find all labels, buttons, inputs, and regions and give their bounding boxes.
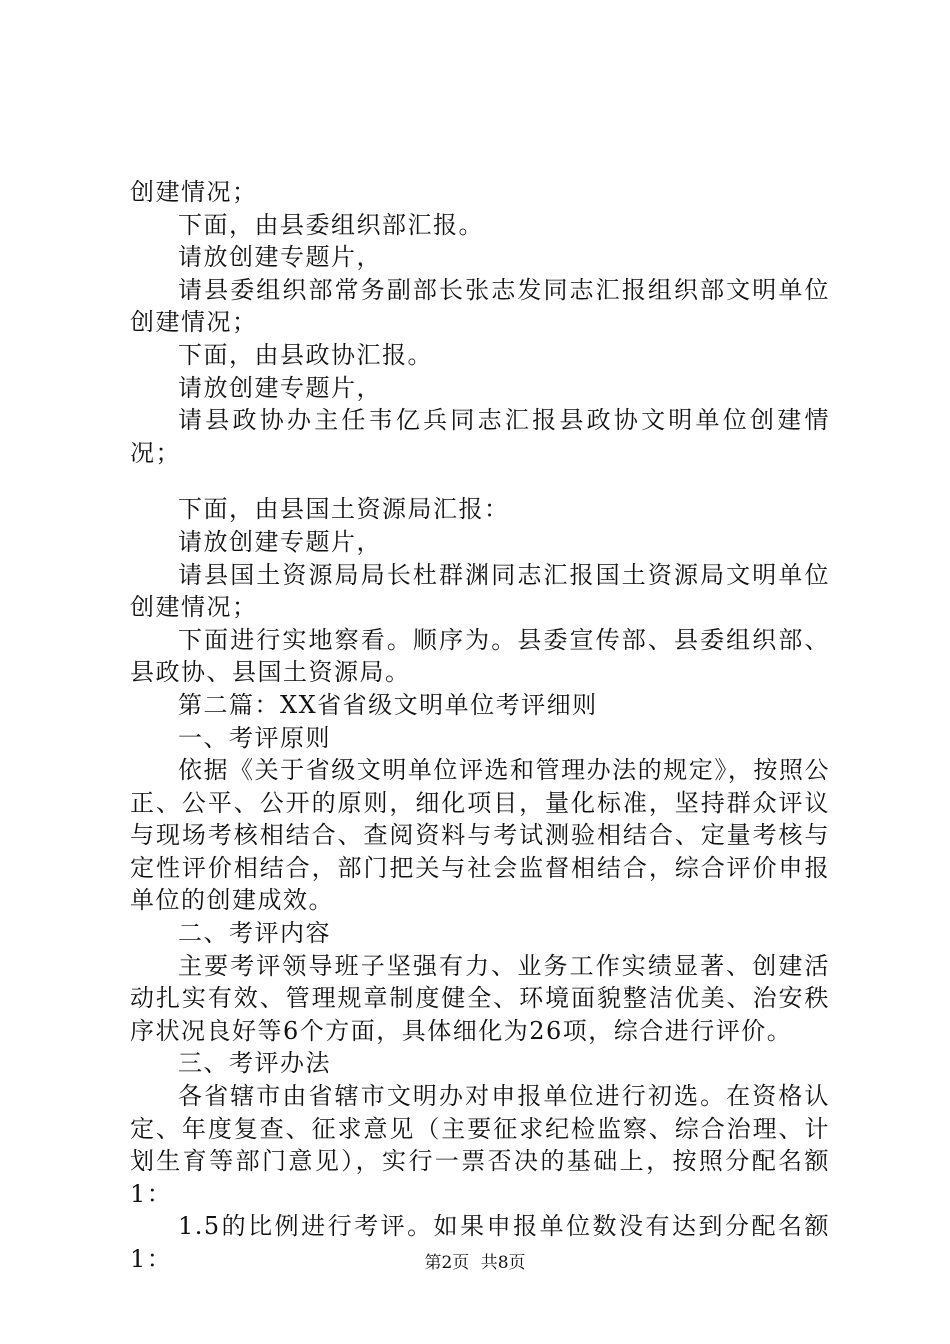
paragraph-13: 依据《关于省级文明单位评选和管理办法的规定》，按照公正、公平、公开的原则，细化项目，量化标准，坚持群众评议与现场考核相结合、查阅资料与考试测验相结合、定量考核与定性评价相结合，部门把关与社会监督相结合，综合评价申报单位的创建成效。	[130, 756, 830, 915]
paragraph-8: 请放创建专题片，	[178, 527, 382, 556]
page-total: 共8页	[480, 1253, 526, 1273]
section-heading-part-two: 第二篇：XX省省级文明单位考评细则	[178, 690, 598, 719]
paragraph-3: 请县委组织部常务副部长张志发同志汇报组织部文明单位创建情况；	[130, 275, 830, 337]
paragraph-15: 主要考评领导班子坚强有力、业务工作实绩显著、创建活动扎实有效、管理规章制度健全、环境面貌整洁优美、治安秩序状况良好等6个方面，具体细化为26项，综合进行评价。	[130, 951, 830, 1045]
paragraph-4: 下面，由县政协汇报。	[178, 340, 433, 369]
document-body	[130, 176, 830, 1276]
page-number: 第2页	[424, 1253, 470, 1273]
paragraph-0: 创建情况；	[130, 178, 258, 206]
paragraph-18: 1.5的比例进行考评。如果申报单位数没有达到分配名额1：	[130, 1212, 830, 1273]
section-heading-methods: 三、考评办法	[178, 1049, 331, 1078]
paragraph-2: 请放创建专题片，	[178, 243, 382, 272]
paragraph-5: 请放创建专题片，	[178, 373, 382, 402]
paragraph-1: 下面，由县委组织部汇报。	[178, 210, 484, 239]
paragraph-7: 下面，由县国土资源局汇报：	[178, 495, 510, 524]
section-heading-principles: 一、考评原则	[178, 723, 331, 752]
page-footer	[0, 1248, 950, 1273]
paragraph-gap	[130, 469, 830, 493]
paragraph-10: 下面进行实地察看。顺序为。县委宣传部、县委组织部、县政协、县国土资源局。	[130, 625, 830, 687]
paragraph-17: 各省辖市由省辖市文明办对申报单位进行初选。在资格认定、年度复查、征求意见（主要征求纪检监察、综合治理、计划生育等部门意见），实行一票否决的基础上，按照分配名额1：	[130, 1082, 830, 1208]
paragraph-9: 请县国土资源局局长杜群渊同志汇报国土资源局文明单位创建情况；	[130, 560, 830, 622]
paragraph-6: 请县政协办主任韦亿兵同志汇报县政协文明单位创建情况；	[130, 406, 830, 467]
section-heading-content: 二、考评内容	[178, 919, 331, 948]
